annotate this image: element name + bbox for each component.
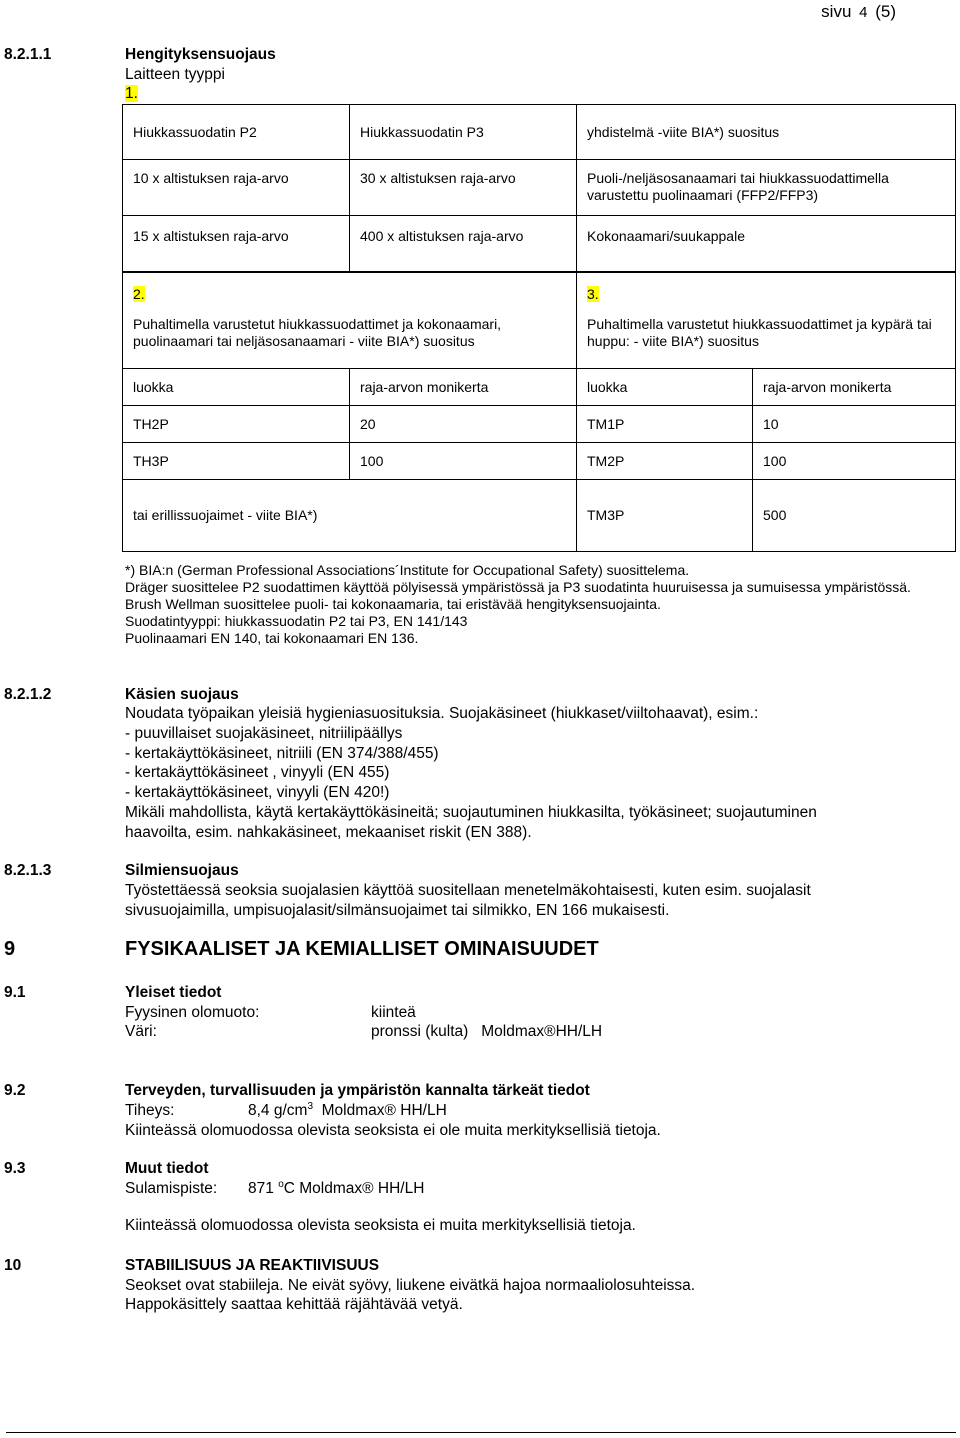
footer-divider (6, 1432, 956, 1433)
respirator-table-1 (122, 104, 956, 272)
section-number-8211: 8.2.1.1 (4, 46, 52, 63)
marker-1-wrap (125, 84, 138, 103)
text-line: sivusuojaimilla, umpisuojalasit/silmänsuojaimet tai silmikko, EN 166 mukaisesti. (125, 901, 670, 919)
registered-icon: ® (362, 1180, 374, 1197)
section-title-safety: Terveyden, turvallisuuden ja ympäristön kannalta tärkeät tiedot (125, 1082, 590, 1099)
respirator-notes (125, 562, 915, 647)
table-cell: 500 (753, 480, 956, 552)
table-header: raja-arvon monikerta (753, 369, 956, 406)
table-cell: TM2P (577, 443, 753, 480)
table-cell: tai erillissuojaimet - viite BIA*) (123, 480, 577, 552)
other-note: Kiinteässä olomuodossa olevista seoksista ei muita merkityksellisiä tietoja. (125, 1217, 636, 1234)
text-line: Noudata työpaikan yleisiä hygieniasuosituksia. Suojakäsineet (hiukkaset/viiltohaavat), esim.: (125, 705, 759, 722)
table-cell: 15 x altistuksen raja-arvo (123, 216, 350, 272)
table-row (123, 105, 956, 160)
note-line: Dräger suosittelee P2 suodattimen käyttöä pölyisessä ympäristössä ja P3 suodatinta huuruisessa ja sumuisessa ympäristössä. (125, 579, 911, 595)
table-cell: TH2P (123, 406, 350, 443)
table-header: luokka (123, 369, 350, 406)
table-cell (577, 273, 956, 369)
melting-value: 871 (248, 1180, 274, 1197)
eyes-text (125, 881, 811, 921)
table-row (123, 443, 956, 480)
table-cell: 100 (753, 443, 956, 480)
table-row (123, 480, 956, 552)
section-title-hands: Käsien suojaus (125, 686, 239, 703)
powered-mask-desc: Puhaltimella varustetut hiukkassuodattimet ja kokonaamari, puolinaamari tai neljäsosanaamari - viite BIA*) suositus (133, 316, 502, 349)
form-value: kiinteä (371, 1004, 416, 1021)
section-title-respiratory: Hengityksensuojaus (125, 46, 276, 63)
marker-3: 3. (587, 286, 599, 302)
density-value-wrap (248, 1101, 447, 1120)
page-current: 4 (859, 4, 868, 21)
page-number (821, 2, 896, 22)
section-number-9: 9 (4, 938, 16, 960)
section-number-8212: 8.2.1.2 (4, 686, 52, 703)
table-cell: 20 (350, 406, 577, 443)
table-cell (123, 273, 577, 369)
table-cell: 30 x altistuksen raja-arvo (350, 160, 577, 216)
melting-unit-brand: C Moldmax (283, 1180, 363, 1197)
text-line: - kertakäyttökäsineet, nitriili (EN 374/388/455) (125, 744, 439, 762)
melting-value-wrap (248, 1179, 424, 1198)
table-cell: TM1P (577, 406, 753, 443)
density-exponent: 3 (307, 1100, 314, 1112)
grade-name: HH/LH (400, 1102, 447, 1119)
registered-icon: ® (544, 1023, 556, 1040)
table-header: luokka (577, 369, 753, 406)
hands-text (125, 704, 817, 843)
color-value: pronssi (kulta) (371, 1023, 469, 1040)
table-cell: TH3P (123, 443, 350, 480)
section-title-eyes: Silmiensuojaus (125, 862, 239, 879)
section-number-92: 9.2 (4, 1082, 26, 1099)
melting-label: Sulamispiste: (125, 1180, 218, 1197)
grade-name: HH/LH (377, 1180, 425, 1197)
degree-sign: o (278, 1178, 284, 1190)
table-cell: yhdistelmä -viite BIA*) suositus (577, 105, 956, 160)
registered-icon: ® (384, 1102, 396, 1119)
text-line: - puuvillaiset suojakäsineet, nitriilipäällys (125, 724, 403, 742)
color-value-wrap (371, 1022, 602, 1041)
table-cell: Kokonaamari/suukappale (577, 216, 956, 272)
section-number-10: 10 (4, 1257, 22, 1274)
text-line: Happokäsittely saattaa kehittää räjähtävää vetyä. (125, 1296, 463, 1313)
text-line: haavoilta, esim. nahkakäsineet, mekaaniset riskit (EN 388). (125, 823, 532, 841)
marker-1: 1. (125, 85, 138, 102)
respirator-table-2 (122, 272, 956, 552)
stability-text (125, 1276, 695, 1314)
powered-helmet-desc: Puhaltimella varustetut hiukkassuodattimet ja kypärä tai huppu: - viite BIA*) suositus (587, 316, 932, 349)
section-number-93: 9.3 (4, 1160, 26, 1177)
page-total: (5) (875, 2, 896, 21)
marker-2: 2. (133, 286, 145, 302)
section-title-other: Muut tiedot (125, 1160, 209, 1177)
table-cell: Hiukkassuodatin P2 (123, 105, 350, 160)
table-cell: Hiukkassuodatin P3 (350, 105, 577, 160)
table-cell: TM3P (577, 480, 753, 552)
note-line: *) BIA:n (German Professional Associations´Institute for Occupational Safety) suosittelema. (125, 562, 690, 578)
color-label: Väri: (125, 1023, 157, 1040)
table-cell: Puoli-/neljäsosanaamari tai hiukkassuodattimella varustettu puolinaamari (FFP2/FFP3) (577, 160, 956, 216)
table-cell: 10 x altistuksen raja-arvo (123, 160, 350, 216)
text-line: Työstettäessä seoksia suojalasien käyttöä suositellaan menetelmäkohtaisesti, kuten esim. suojalasit (125, 882, 811, 899)
brand-name: Moldmax (481, 1023, 545, 1040)
text-line: Seokset ovat stabiileja. Ne eivät syövy, liukene eivätkä hajoa normaaliolosuhteissa. (125, 1277, 696, 1294)
section-title-physical: FYSIKAALISET JA KEMIALLISET OMINAISUUDET (125, 938, 599, 960)
density-value: 8,4 g/cm (248, 1102, 308, 1119)
table-row (123, 273, 956, 369)
note-line: Puolinaamari EN 140, tai kokonaamari EN 136. (125, 630, 419, 646)
table-header: raja-arvon monikerta (350, 369, 577, 406)
section-title-general: Yleiset tiedot (125, 984, 222, 1001)
table-cell: 100 (350, 443, 577, 480)
section-number-91: 9.1 (4, 984, 26, 1001)
text-line: - kertakäyttökäsineet , vinyyli (EN 455) (125, 764, 390, 782)
note-line: Suodatintyyppi: hiukkassuodatin P2 tai P3, EN 141/143 (125, 613, 468, 629)
table-cell: 400 x altistuksen raja-arvo (350, 216, 577, 272)
form-label: Fyysinen olomuoto: (125, 1004, 260, 1021)
table-row (123, 406, 956, 443)
section-number-8213: 8.2.1.3 (4, 862, 52, 879)
table-row (123, 216, 956, 272)
text-line: - kertakäyttökäsineet, vinyyli (EN 420!) (125, 784, 390, 802)
note-line: Brush Wellman suosittelee puoli- tai kokonaamaria, tai eristävää hengityksensuojainta. (125, 596, 661, 612)
table-row (123, 369, 956, 406)
page-prefix: sivu (821, 2, 852, 21)
grade-name: HH/LH (555, 1023, 603, 1040)
table-cell: 10 (753, 406, 956, 443)
device-type-label: Laitteen tyyppi (125, 66, 225, 83)
text-line: Mikäli mahdollista, käytä kertakäyttökäsineitä; suojautuminen hiukkasilta, työkäsineet; suojautuminen (125, 803, 817, 821)
density-label: Tiheys: (125, 1102, 175, 1119)
section-title-stability: STABIILISUUS JA REAKTIIVISUUS (125, 1257, 380, 1274)
brand-name: Moldmax (321, 1102, 385, 1119)
table-row (123, 160, 956, 216)
density-note: Kiinteässä olomuodossa olevista seoksista ei ole muita merkityksellisiä tietoja. (125, 1122, 661, 1139)
